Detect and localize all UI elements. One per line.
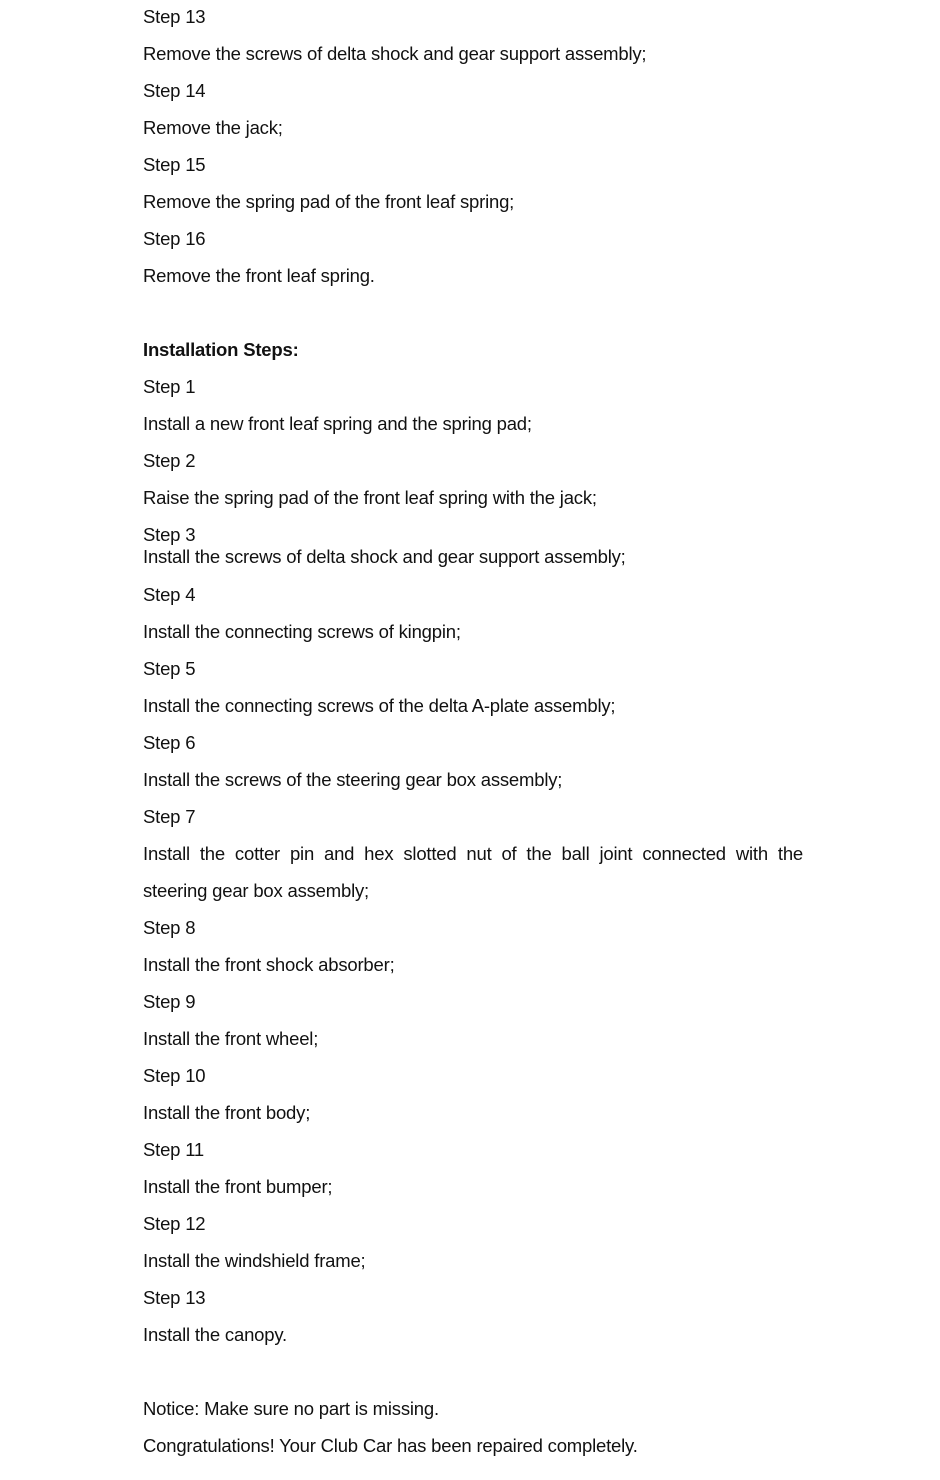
step-label: Step 7 [143,806,196,827]
step-label: Step 6 [143,732,196,753]
step-label: Step 15 [143,154,206,175]
notice-text: Notice: Make sure no part is missing. [143,1398,439,1419]
step-label: Step 14 [143,80,206,101]
step-text: Remove the front leaf spring. [143,265,375,286]
step-label: Step 11 [143,1139,205,1160]
step-label: Step 12 [143,1213,206,1234]
step-label: Step 5 [143,658,196,679]
step-text: Install the screws of the steering gear box assembly; [143,769,563,790]
step-text: Install the canopy. [143,1324,287,1345]
step-text: Remove the spring pad of the front leaf spring; [143,191,515,212]
step-label: Step 3 [143,524,196,545]
step-label: Step 13 [143,1287,206,1308]
step-label: Step 10 [143,1065,206,1086]
step-text: Install the windshield frame; [143,1250,366,1271]
step-text: Install the front wheel; [143,1028,319,1049]
step-text: Raise the spring pad of the front leaf spring with the jack; [143,487,597,508]
step-label: Step 4 [143,584,196,605]
step-text: Remove the screws of delta shock and gear support assembly; [143,43,647,64]
step-text: Remove the jack; [143,117,283,138]
step-label: Step 16 [143,228,206,249]
step-label: Step 8 [143,917,196,938]
step-label: Step 1 [143,376,196,397]
step-text: Install the connecting screws of kingpin; [143,621,461,642]
step-label: Step 9 [143,991,196,1012]
step-text-continued: steering gear box assembly; [143,880,369,901]
installation-heading: Installation Steps: [143,339,299,360]
congratulations-text: Congratulations! Your Club Car has been repaired completely. [143,1435,638,1456]
step-text: Install the front body; [143,1102,311,1123]
step-text: Install a new front leaf spring and the spring pad; [143,413,532,434]
step-text: Install the screws of delta shock and gear support assembly; [143,546,626,567]
step-label: Step 13 [143,6,206,27]
step-text: Install the connecting screws of the delta A-plate assembly; [143,695,616,716]
step-label: Step 2 [143,450,196,471]
step-text: Install the front shock absorber; [143,954,395,975]
step-text: Install the front bumper; [143,1176,333,1197]
step-text: Install the cotter pin and hex slotted nut of the ball joint connected with the [143,843,803,864]
